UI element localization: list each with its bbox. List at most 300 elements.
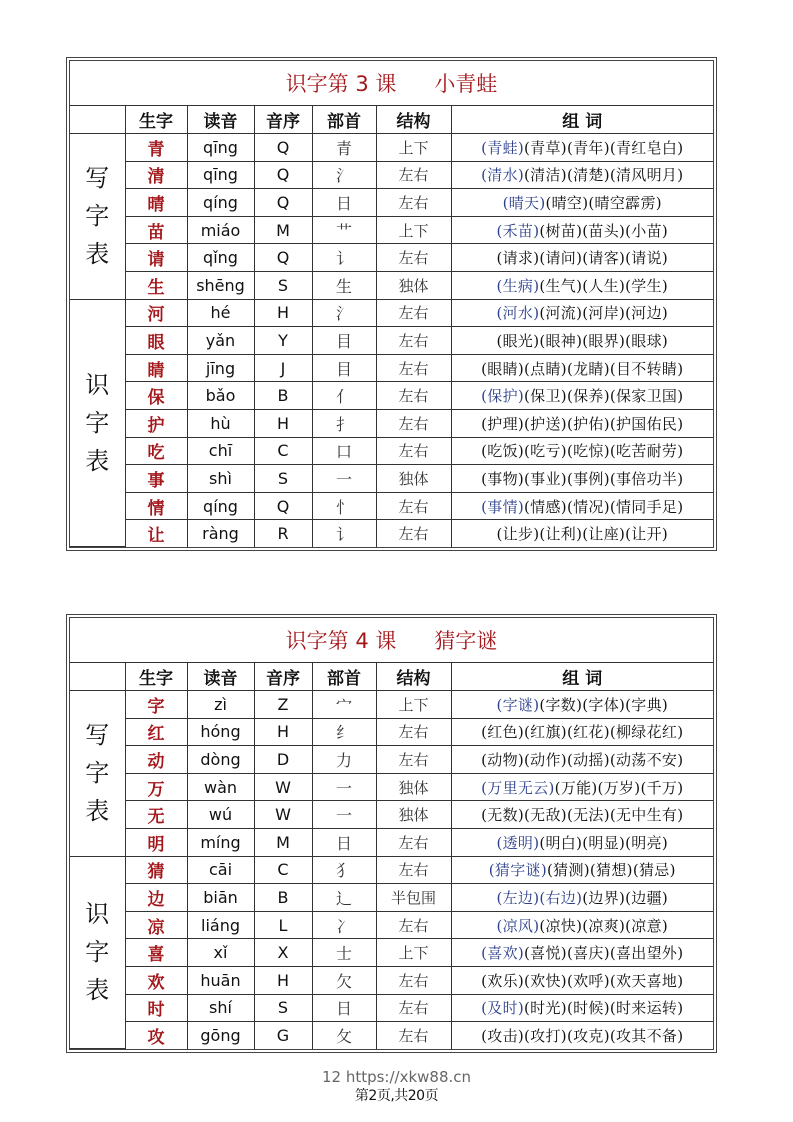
word: (请求) — [496, 249, 540, 268]
word: (清楚) — [566, 166, 610, 185]
word: (字典) — [625, 695, 669, 714]
word-combinations — [451, 382, 713, 410]
word: (凉意) — [625, 916, 669, 935]
word: (护国佑民) — [609, 414, 684, 433]
word: (时候) — [566, 999, 610, 1018]
word: (眼球) — [625, 331, 669, 350]
new-character: 万 — [125, 773, 187, 801]
column-header: 生字 — [125, 106, 187, 134]
structure: 左右 — [376, 244, 451, 272]
word: (清水) — [481, 166, 525, 185]
word-combinations — [451, 856, 713, 884]
lesson-title: 识字第 3 课 — [285, 72, 397, 96]
word-combinations — [451, 161, 713, 189]
structure: 左右 — [376, 299, 451, 327]
phonetic-order: S — [254, 994, 312, 1022]
word-combinations — [451, 718, 713, 746]
pinyin: qīng — [187, 161, 254, 189]
word: (让步) — [496, 525, 540, 544]
word: (事例) — [566, 469, 610, 488]
pinyin: qíng — [187, 189, 254, 217]
word: (凉快) — [539, 916, 583, 935]
word: (让座) — [582, 525, 626, 544]
structure: 左右 — [376, 994, 451, 1022]
word: (吃惊) — [566, 442, 610, 461]
radical: 冫 — [312, 911, 376, 939]
word: (欢快) — [524, 971, 567, 990]
group-label-char: 字 — [85, 938, 110, 967]
new-character: 让 — [125, 520, 187, 547]
new-character: 请 — [125, 244, 187, 272]
phonetic-order: M — [254, 216, 312, 244]
word: (千万) — [640, 778, 684, 797]
column-header — [70, 106, 125, 134]
word-combinations — [451, 911, 713, 939]
structure: 左右 — [376, 189, 451, 217]
group-label-char: 写 — [85, 721, 110, 750]
table-row — [70, 691, 713, 719]
word: (红花) — [566, 723, 610, 742]
table-row — [70, 161, 713, 189]
radical: 一 — [312, 773, 376, 801]
group-label-char: 写 — [85, 164, 110, 193]
structure: 左右 — [376, 161, 451, 189]
word: (龙睛) — [566, 359, 610, 378]
word: (青草) — [524, 138, 567, 157]
word: (眼睛) — [481, 359, 525, 378]
pinyin: chī — [187, 437, 254, 465]
word: (攻击) — [481, 1026, 525, 1045]
character-table — [70, 106, 713, 547]
table-row — [70, 216, 713, 244]
word: (攻克) — [566, 1026, 610, 1045]
phonetic-order: B — [254, 382, 312, 410]
phonetic-order: S — [254, 271, 312, 299]
word-combinations — [451, 773, 713, 801]
word: (字谜) — [496, 695, 540, 714]
column-header: 读音 — [187, 663, 254, 691]
pinyin: huān — [187, 966, 254, 994]
pinyin: wú — [187, 801, 254, 829]
table-row — [70, 746, 713, 774]
word: (欢乐) — [481, 971, 525, 990]
footer-url: 12 https://xkw88.cn — [321, 1068, 472, 1086]
phonetic-order: Y — [254, 327, 312, 355]
word-combinations — [451, 492, 713, 520]
new-character: 情 — [125, 492, 187, 520]
word: (青红皂白) — [609, 138, 684, 157]
table-row — [70, 520, 713, 547]
word: (动作) — [524, 750, 567, 769]
phonetic-order: H — [254, 299, 312, 327]
word: (无中生有) — [609, 806, 684, 825]
structure: 左右 — [376, 492, 451, 520]
lesson-name: 小青蛙 — [434, 72, 498, 96]
word: (让开) — [625, 525, 669, 544]
word-combinations — [451, 244, 713, 272]
phonetic-order: Q — [254, 134, 312, 162]
new-character: 欢 — [125, 966, 187, 994]
word: (晴空霹雳) — [588, 193, 662, 212]
word: (眼界) — [582, 331, 626, 350]
word: (眼神) — [539, 331, 583, 350]
phonetic-order: Q — [254, 161, 312, 189]
radical: 日 — [312, 828, 376, 856]
table-row — [70, 299, 713, 327]
phonetic-order: S — [254, 465, 312, 493]
word: (及时) — [481, 999, 525, 1018]
column-header: 组 词 — [451, 663, 713, 691]
word-combinations — [451, 939, 713, 967]
word: (事业) — [524, 469, 567, 488]
column-header: 音序 — [254, 663, 312, 691]
word-combinations — [451, 327, 713, 355]
group-label-char: 表 — [85, 240, 110, 269]
structure: 左右 — [376, 966, 451, 994]
word-combinations — [451, 437, 713, 465]
pinyin: biān — [187, 884, 254, 912]
lesson-table-3 — [66, 57, 717, 551]
pinyin: qíng — [187, 492, 254, 520]
radical: 目 — [312, 354, 376, 382]
word: (明显) — [582, 833, 626, 852]
radical: 辶 — [312, 884, 376, 912]
structure: 上下 — [376, 691, 451, 719]
pinyin: liáng — [187, 911, 254, 939]
table-row — [70, 994, 713, 1022]
radical: 攵 — [312, 1022, 376, 1049]
structure: 左右 — [376, 409, 451, 437]
pinyin: qīng — [187, 134, 254, 162]
word: (喜悦) — [524, 944, 567, 963]
structure: 上下 — [376, 134, 451, 162]
phonetic-order: R — [254, 520, 312, 547]
word-combinations — [451, 746, 713, 774]
table-row — [70, 884, 713, 912]
word: (点睛) — [524, 359, 567, 378]
radical: 目 — [312, 327, 376, 355]
pinyin: shēng — [187, 271, 254, 299]
pinyin: shí — [187, 994, 254, 1022]
structure: 左右 — [376, 718, 451, 746]
word: (晴天) — [502, 193, 546, 212]
column-header: 生字 — [125, 663, 187, 691]
word: (字数) — [539, 695, 583, 714]
table-header — [70, 106, 713, 134]
word: (目不转睛) — [609, 359, 684, 378]
radical: 青 — [312, 134, 376, 162]
word: (无法) — [566, 806, 610, 825]
word: (边界) — [582, 888, 626, 907]
word: (动摇) — [566, 750, 610, 769]
word: (吃亏) — [524, 442, 567, 461]
new-character: 眼 — [125, 327, 187, 355]
lesson-table-4 — [66, 614, 717, 1053]
pinyin: qǐng — [187, 244, 254, 272]
table-row — [70, 492, 713, 520]
phonetic-order: Z — [254, 691, 312, 719]
word: (动荡不安) — [609, 750, 684, 769]
word: (红旗) — [524, 723, 567, 742]
radical: 扌 — [312, 409, 376, 437]
pinyin: xǐ — [187, 939, 254, 967]
table-row — [70, 856, 713, 884]
header-row — [70, 106, 713, 134]
group-label-char: 字 — [85, 408, 110, 437]
structure: 独体 — [376, 465, 451, 493]
group-label-char: 识 — [85, 900, 110, 929]
phonetic-order: W — [254, 801, 312, 829]
word: (吃苦耐劳) — [609, 442, 684, 461]
phonetic-order: W — [254, 773, 312, 801]
column-header: 音序 — [254, 106, 312, 134]
new-character: 青 — [125, 134, 187, 162]
new-character: 保 — [125, 382, 187, 410]
word: (树苗) — [539, 221, 583, 240]
phonetic-order: L — [254, 911, 312, 939]
new-character: 吃 — [125, 437, 187, 465]
group-label-char: 表 — [85, 976, 110, 1005]
word: (攻打) — [524, 1026, 567, 1045]
word: (动物) — [481, 750, 525, 769]
table-body — [70, 134, 713, 547]
word: (事物) — [481, 469, 525, 488]
word: (欢天喜地) — [609, 971, 684, 990]
new-character: 红 — [125, 718, 187, 746]
word: (吃饭) — [481, 442, 525, 461]
word: (请说) — [625, 249, 669, 268]
radical: 忄 — [312, 492, 376, 520]
pinyin: dòng — [187, 746, 254, 774]
word-combinations — [451, 1022, 713, 1049]
word: (眼光) — [496, 331, 540, 350]
word-combinations — [451, 216, 713, 244]
word: (欢呼) — [566, 971, 610, 990]
word: (河岸) — [582, 304, 626, 323]
footer-page-count: 第2页,共20页 — [354, 1088, 439, 1104]
radical: 纟 — [312, 718, 376, 746]
phonetic-order: H — [254, 409, 312, 437]
table-row — [70, 409, 713, 437]
word: (苗头) — [582, 221, 626, 240]
phonetic-order: H — [254, 966, 312, 994]
column-header: 结构 — [376, 106, 451, 134]
phonetic-order: H — [254, 718, 312, 746]
table-row — [70, 1022, 713, 1049]
word: (左边) — [496, 888, 540, 907]
column-header: 部首 — [312, 106, 376, 134]
word-combinations — [451, 801, 713, 829]
column-header: 结构 — [376, 663, 451, 691]
word: (事情) — [481, 497, 525, 516]
radical: 一 — [312, 801, 376, 829]
word: (河流) — [539, 304, 583, 323]
pinyin: hóng — [187, 718, 254, 746]
word-combinations — [451, 994, 713, 1022]
table-row — [70, 382, 713, 410]
group-label — [70, 856, 125, 1049]
pinyin: gōng — [187, 1022, 254, 1049]
table-row — [70, 939, 713, 967]
table-row — [70, 437, 713, 465]
word: (情同手足) — [609, 497, 684, 516]
phonetic-order: C — [254, 856, 312, 884]
word: (喜出望外) — [609, 944, 684, 963]
radical: 一 — [312, 465, 376, 493]
new-character: 明 — [125, 828, 187, 856]
word: (清洁) — [524, 166, 567, 185]
word: (喜欢) — [481, 944, 525, 963]
structure: 左右 — [376, 520, 451, 547]
word: (万岁) — [597, 778, 641, 797]
word: (让利) — [539, 525, 583, 544]
word: (清风明月) — [609, 166, 684, 185]
new-character: 边 — [125, 884, 187, 912]
word-combinations — [451, 520, 713, 547]
table-row — [70, 354, 713, 382]
radical: 讠 — [312, 244, 376, 272]
pinyin: jīng — [187, 354, 254, 382]
table-row — [70, 189, 713, 217]
structure: 上下 — [376, 939, 451, 967]
word-combinations — [451, 189, 713, 217]
new-character: 苗 — [125, 216, 187, 244]
word: (万能) — [554, 778, 598, 797]
new-character: 无 — [125, 801, 187, 829]
group-label-char: 字 — [85, 202, 110, 231]
pinyin: shì — [187, 465, 254, 493]
pinyin: míng — [187, 828, 254, 856]
table-row — [70, 828, 713, 856]
word: (边疆) — [625, 888, 669, 907]
pinyin: bǎo — [187, 382, 254, 410]
new-character: 生 — [125, 271, 187, 299]
word-combinations — [451, 884, 713, 912]
word: (字体) — [582, 695, 626, 714]
group-label-char: 表 — [85, 446, 110, 475]
table-row — [70, 244, 713, 272]
table-body — [70, 691, 713, 1049]
column-header — [70, 663, 125, 691]
table-header — [70, 663, 713, 691]
word: (保卫) — [524, 387, 567, 406]
group-label — [70, 299, 125, 547]
pinyin: zì — [187, 691, 254, 719]
new-character: 护 — [125, 409, 187, 437]
word: (请客) — [582, 249, 626, 268]
word: (猜字谜) — [488, 861, 547, 880]
word: (万里无云) — [481, 778, 555, 797]
new-character: 字 — [125, 691, 187, 719]
lesson-title-bar — [70, 618, 713, 663]
structure: 左右 — [376, 911, 451, 939]
word: (护理) — [481, 414, 525, 433]
word: (红色) — [481, 723, 525, 742]
word: (凉爽) — [582, 916, 626, 935]
phonetic-order: D — [254, 746, 312, 774]
word: (时光) — [524, 999, 567, 1018]
pinyin: miáo — [187, 216, 254, 244]
group-label-char: 字 — [85, 759, 110, 788]
table-row — [70, 327, 713, 355]
word-combinations — [451, 691, 713, 719]
pinyin: wàn — [187, 773, 254, 801]
structure: 左右 — [376, 746, 451, 774]
new-character: 攻 — [125, 1022, 187, 1049]
word-combinations — [451, 134, 713, 162]
radical: 生 — [312, 271, 376, 299]
word: (猜想) — [589, 861, 633, 880]
column-header: 读音 — [187, 106, 254, 134]
group-label-char: 表 — [85, 797, 110, 826]
radical: 口 — [312, 437, 376, 465]
phonetic-order: Q — [254, 244, 312, 272]
word: (晴空) — [545, 193, 589, 212]
table-row — [70, 271, 713, 299]
word: (透明) — [496, 833, 540, 852]
word: (河水) — [496, 304, 540, 323]
word: (禾苗) — [496, 221, 540, 240]
word: (人生) — [582, 276, 626, 295]
word-combinations — [451, 271, 713, 299]
lesson-title-bar — [70, 61, 713, 106]
character-table — [70, 663, 713, 1049]
radical: 士 — [312, 939, 376, 967]
phonetic-order: Q — [254, 189, 312, 217]
word: (明白) — [539, 833, 583, 852]
group-label-char: 识 — [85, 370, 110, 399]
word: (生病) — [496, 276, 540, 295]
table-row — [70, 465, 713, 493]
word-combinations — [451, 409, 713, 437]
new-character: 事 — [125, 465, 187, 493]
new-character: 河 — [125, 299, 187, 327]
word: (请问) — [539, 249, 583, 268]
radical: 欠 — [312, 966, 376, 994]
new-character: 喜 — [125, 939, 187, 967]
new-character: 猜 — [125, 856, 187, 884]
new-character: 凉 — [125, 911, 187, 939]
structure: 左右 — [376, 856, 451, 884]
word: (小苗) — [625, 221, 669, 240]
lesson-title: 识字第 4 课 — [285, 629, 397, 653]
structure: 独体 — [376, 801, 451, 829]
structure: 左右 — [376, 327, 451, 355]
word: (保护) — [481, 387, 525, 406]
structure: 独体 — [376, 773, 451, 801]
pinyin: yǎn — [187, 327, 254, 355]
structure: 半包围 — [376, 884, 451, 912]
word: (情况) — [566, 497, 610, 516]
radical: 日 — [312, 189, 376, 217]
radical: 艹 — [312, 216, 376, 244]
word: (凉风) — [496, 916, 540, 935]
word: (河边) — [625, 304, 669, 323]
radical: 犭 — [312, 856, 376, 884]
phonetic-order: J — [254, 354, 312, 382]
word: (学生) — [625, 276, 669, 295]
word: (青蛙) — [481, 138, 525, 157]
word: (柳绿花红) — [609, 723, 684, 742]
radical: 日 — [312, 994, 376, 1022]
word-combinations — [451, 354, 713, 382]
pinyin: cāi — [187, 856, 254, 884]
phonetic-order: C — [254, 437, 312, 465]
header-row — [70, 663, 713, 691]
word: (护佑) — [566, 414, 610, 433]
word-combinations — [451, 465, 713, 493]
structure: 左右 — [376, 437, 451, 465]
